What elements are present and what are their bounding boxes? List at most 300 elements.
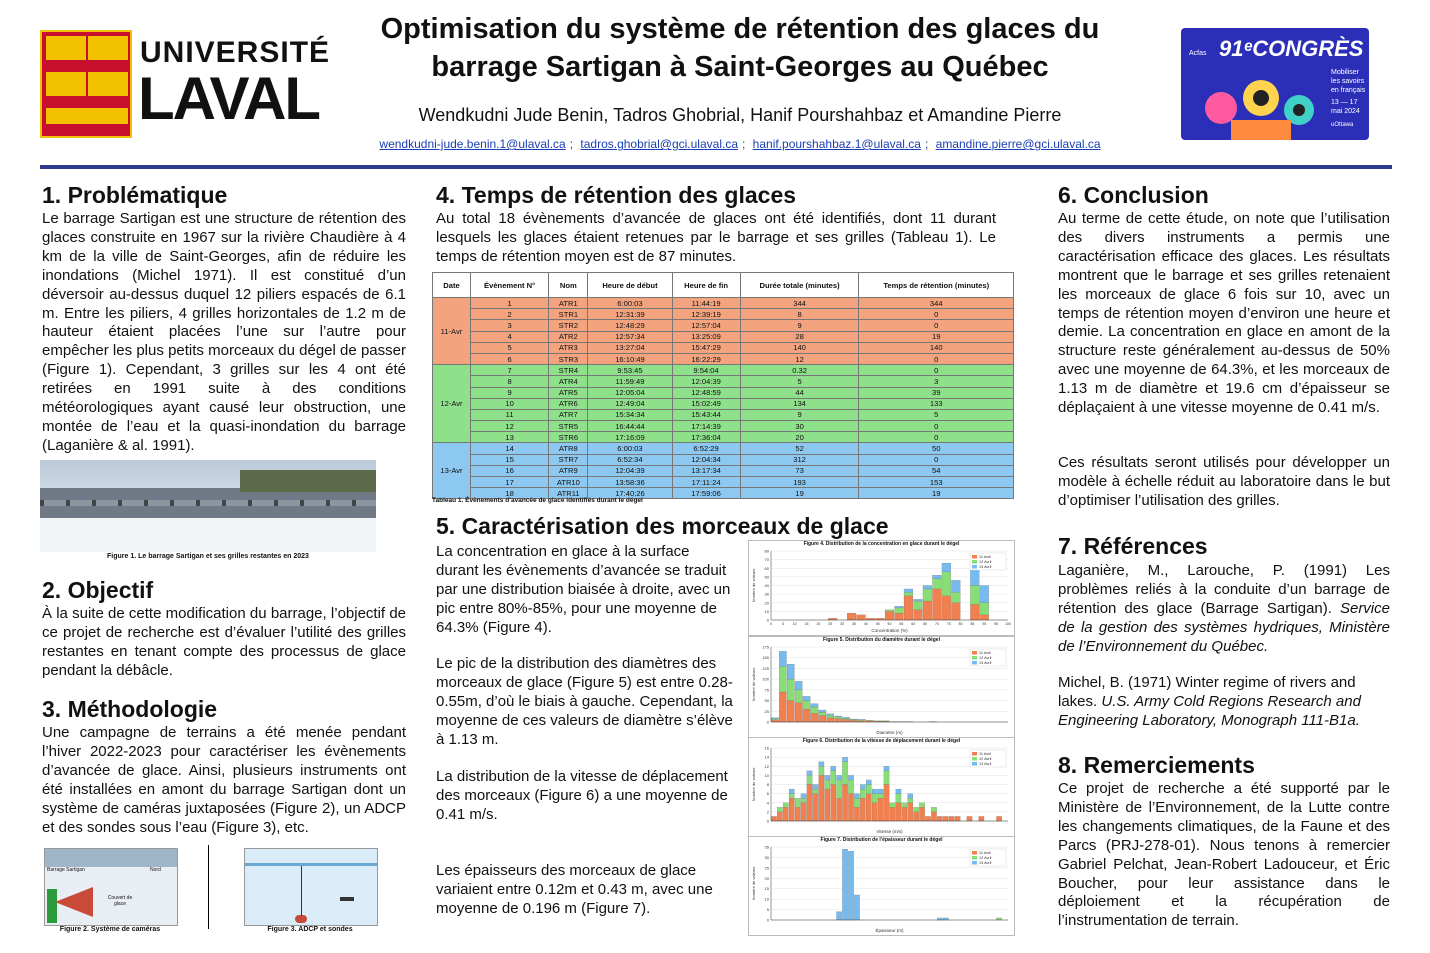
legend-label: 11 Avril [979,651,992,655]
table-cell: 6:00:03 [588,298,672,309]
histogram-bar [807,775,812,784]
table-cell: 15:02:49 [672,398,740,409]
histogram-bar [890,803,895,808]
histogram-bar [779,692,786,722]
histogram-bar [795,807,800,821]
x-tick-label: 40 [863,622,868,626]
histogram-bar [942,596,951,620]
figure-5-plot [748,636,1015,738]
histogram-bar [904,592,913,595]
figure-4-chart [749,547,1014,634]
table-cell: 17:16:09 [588,432,672,443]
email-link[interactable]: wendkudni-jude.benin.1@ulaval.ca [379,137,566,151]
table-cell: 133 [859,398,1014,409]
x-tick-label: 75 [946,622,951,626]
histogram-bar [949,816,954,821]
table-cell: 15:43:44 [672,409,740,420]
histogram-bar [825,780,830,789]
table-cell: 6:00:03 [588,443,672,454]
table-cell: 12 [470,421,548,432]
table-cell: 12:04:39 [672,376,740,387]
table-cell: 16 [470,465,548,476]
table-cell: 193 [740,477,859,488]
histogram-bar [884,766,889,771]
histogram-bar [819,716,826,722]
legend-swatch [972,656,977,660]
table-row [433,477,1014,488]
table-cell: 12 [740,353,859,364]
table-header-cell: Évènement N° [470,273,548,298]
table-cell: 20 [740,432,859,443]
histogram-bar [807,785,812,822]
table-cell: 19 [740,488,859,499]
reference-2 [1058,674,1390,731]
histogram-bar [787,679,794,700]
table-cell: 17:40:26 [588,488,672,499]
fig2-label-barrage: Barrage Sartigan [47,867,85,873]
histogram-bar [803,696,810,700]
histogram-bar [914,807,919,812]
histogram-bar [904,596,913,620]
figure-divider [208,845,209,929]
histogram-bar [813,794,818,821]
histogram-bar [831,785,836,822]
section-1-text: Le barrage Sartigan est une structure de rétention des glaces construite en 1967 sur la rivière Chaudière à 4 km de la ville de Saint-Georges, afin de réduire les inondations (Michel 1971). Il est constitué d’un déversoir au-dessus duquel 12 piliers espacés de 6.1 m. Entre les piliers, 4 grilles horizontales de 1.2 m de hauteur étaient placées l’une sur l’autre pour empêcher les plus petits morceaux du dégel de passer (Figure 1). Cependant, 3 grilles sur les 4 ont été retirées en 1991 suite à des conditions météorologiques ayant causé leur obstruction, une montée de l’eau et la quasi-inondation du barrage (Laganière & al. 1991). [42,210,406,454]
histogram-bar [878,798,883,821]
table-cell: ATR8 [549,443,588,454]
histogram-bar [919,803,924,808]
table-cell: 13:25:09 [672,331,740,342]
histogram-bar [923,589,932,601]
histogram-bar [836,775,841,780]
histogram-bar [825,775,830,780]
legend-label: 12 Avril [979,656,992,660]
table-cell: 5 [859,409,1014,420]
table-row [433,320,1014,331]
histogram-bar [827,715,834,718]
histogram-bar [848,775,853,780]
legend-label: 12 Avril [979,560,992,564]
histogram-bar [884,771,889,785]
histogram-bar [908,803,913,821]
histogram-bar [813,789,818,794]
table-cell: 9:53:45 [588,365,672,376]
table-cell: ATR1 [549,298,588,309]
histogram-bar [835,717,842,719]
histogram-bar [904,589,913,592]
table-cell: 17:14:39 [672,421,740,432]
table-date-cell: 12-Avr [433,365,471,443]
figure-2-camera-diagram [44,848,178,926]
table-cell: 17:11:24 [672,477,740,488]
histogram-bar [827,718,834,722]
legend-swatch [972,851,977,855]
table-cell: 12:05:04 [588,387,672,398]
histogram-bar [819,762,824,767]
histogram-bar [872,794,877,803]
histogram-bar [919,807,924,821]
histogram-bar [777,807,782,812]
histogram-bar [783,807,788,821]
table-cell: 12:57:04 [672,320,740,331]
table-cell: ATR6 [549,398,588,409]
histogram-bar [914,601,923,610]
table-cell: 3 [470,320,548,331]
histogram-bar [942,572,951,596]
figure-6-title: Figure 6. Distribution de la vitesse de déplacement durant le dégel [802,738,961,744]
figure-6-chart [749,744,1014,835]
table-cell: 5 [470,342,548,353]
histogram-bar [854,794,859,799]
histogram-bar [896,803,901,821]
histogram-bar [866,618,875,620]
histogram-bar [878,794,883,799]
x-tick-label: 30 [840,622,845,626]
histogram-bar [848,794,853,821]
retention-table-wrapper [432,272,1014,499]
universite-laval-logo [40,30,331,140]
histogram-bar [854,807,859,821]
y-tick-label: 30 [764,854,769,860]
table-cell: 344 [740,298,859,309]
histogram-bar [902,803,907,808]
table-row [433,376,1014,387]
table-cell: 12:48:59 [672,387,740,398]
table-cell: STR2 [549,320,588,331]
table-cell: 12:39:19 [672,309,740,320]
table-cell: 12:57:34 [588,331,672,342]
table-cell: STR4 [549,365,588,376]
x-tick-label: 35 [851,622,856,626]
table-cell: 19 [859,488,1014,499]
y-tick-label: 50 [764,574,769,580]
histogram-bar [771,719,778,720]
acfas-dates: 13 — 17 mai 2024 [1331,99,1360,115]
section-5-p4: Les épaisseurs des morceaux de glace variaient entre 0.12m et 0.43 m, avec une moyenne de 0.196 m (Figure 7). [436,862,713,917]
table-cell: 11:59:49 [588,376,672,387]
logo-line1: UNIVERSITÉ [140,36,331,69]
histogram-bar [819,710,826,712]
histogram-bar [885,610,894,612]
histogram-bar [943,816,948,821]
university-crest-icon [40,30,132,138]
y-tick-label: 0 [766,617,769,623]
reference-1-authors: Laganière, M., Larouche, P. (1991) Les problèmes reliés à la conduite d’un barrage de rétention des glace (Barrage Sartigan). [1058,562,1390,617]
table-cell: 73 [740,465,859,476]
acfas-prefix: Acfas [1189,50,1207,57]
histogram-bar [831,766,836,771]
y-tick-label: 12 [764,763,769,769]
histogram-bar [895,606,904,608]
y-tick-label: 0 [766,917,769,923]
poster-title [300,10,1180,86]
retention-table [432,272,1014,499]
histogram-bar [842,762,847,785]
table-cell: 6:52:29 [672,443,740,454]
table-row [433,432,1014,443]
histogram-bar [951,580,960,592]
histogram-bar [860,785,865,790]
histogram-bar [955,816,960,821]
y-tick-label: 35 [764,844,769,850]
histogram-bar [842,719,849,722]
y-tick-label: 15 [764,886,769,892]
histogram-bar [951,592,960,602]
table-cell: 140 [859,342,1014,353]
table-cell: 16:10:49 [588,353,672,364]
table-header-cell: Heure de début [588,273,672,298]
histogram-bar [872,803,877,821]
histogram-bar [937,918,942,920]
legend-label: 11 Avril [979,851,992,855]
histogram-bar [819,766,824,775]
table-header-cell: Date [433,273,471,298]
x-tick-label: 15 [804,622,809,626]
x-tick-label: 70 [934,622,939,626]
table-cell: 3 [859,376,1014,387]
histogram-bar [779,666,786,692]
section-2-text: À la suite de cette modification du barrage, l’objectif de ce projet de recherche est d’évaluer l’utilité des grilles restantes en tenant compte des processus de glace pendant la débâcle. [42,605,406,679]
section-6-p1: Au terme de cette étude, on note que l’utilisation des divers instruments a permis une caractérisation efficace des glaces. Les résultats montrent que le barrage et ses grilles retenaient les morceaux de glace 6 fois sur 10, avec un temps de rétention moyen d’environ une heure et demie. La concentration en glace en amont de la structure reste généralement au-dessus de 50% avec une moyenne de 64.3%, et les morceaux de 1.13 m de diamètre et 19.6 cm d’épaisseur se déplaçaient à une vitesse moyenne de 0.41 m/s. [1058,210,1390,417]
histogram-bar [850,719,857,720]
histogram-bar [908,794,913,799]
x-tick-label: 65 [923,622,928,626]
section-5-p1: La concentration en glace à la surface durant les évènements d’avancée se traduit par une distribution biaisée à droite, avec un pic entre 80%-85%, pour une moyenne de 64.3% (Figure 4). [436,543,731,636]
table-cell: 15:34:34 [588,409,672,420]
section-5-p3: La distribution de la vitesse de déplacement des morceaux (Figure 6) a une moyenne de 0.41 m/s. [436,768,728,823]
table-cell: 52 [740,443,859,454]
table-cell: 1 [470,298,548,309]
figure-4-title: Figure 4. Distribution de la concentration en glace durant le dégel [803,541,960,547]
y-tick-label: 75 [764,687,769,693]
table-header-cell: Nom [549,273,588,298]
histogram-bar [779,651,786,666]
table-cell: STR1 [549,309,588,320]
table-1-caption: Tableau 1. Évènements d’avancée de glace identifiés durant le dégel [432,497,643,504]
figure-5-chart [749,643,1014,736]
table-cell: 12:31:39 [588,309,672,320]
histogram-bar [895,608,904,613]
table-row [433,398,1014,409]
table-cell: 12:49:04 [588,398,672,409]
histogram-bar [996,816,1001,821]
histogram-bar [858,720,865,721]
table-header-cell: Temps de rétention (minutes) [859,273,1014,298]
histogram-bar [795,798,800,807]
legend-swatch [972,752,977,756]
table-cell: 0 [859,432,1014,443]
table-cell: ATR5 [549,387,588,398]
y-tick-label: 0 [766,818,769,824]
x-tick-label: 80 [958,622,963,626]
histogram-bar [771,720,778,722]
histogram-bar [787,701,794,722]
section-4-heading: 4. Temps de rétention des glaces [436,182,797,208]
table-row [433,365,1014,376]
table-cell: 15 [470,454,548,465]
y-axis-label: Nombre de valeurs [751,667,756,702]
histogram-bar [801,798,806,803]
x-tick-label: 25 [828,622,833,626]
y-tick-label: 0 [766,719,769,725]
section-6-heading: 6. Conclusion [1058,182,1209,208]
email-list: wendkudni-jude.benin.1@ulaval.ca ; tadros.ghobrial@gci.ulaval.ca ; hanif.pourshahbaz.1@ulaval.ca ; amandine.pierre@gci.ulaval.ca [379,137,1101,151]
table-cell: 13:27:04 [588,342,672,353]
table-row [433,387,1014,398]
table-cell: 16:22:29 [672,353,740,364]
histogram-bar [980,586,989,603]
histogram-bar [854,798,859,807]
histogram-bar [819,775,824,821]
legend-label: 11 Avril [979,555,992,559]
histogram-bar [942,563,951,572]
table-row [433,443,1014,454]
table-cell: 8 [470,376,548,387]
histogram-bar [925,816,930,821]
histogram-bar [866,794,871,821]
legend-label: 13 Avril [979,565,992,569]
y-tick-label: 80 [764,548,769,554]
histogram-bar [931,807,936,812]
y-tick-label: 60 [764,565,769,571]
email-link[interactable]: tadros.ghobrial@gci.ulaval.ca [580,137,738,151]
legend-swatch [972,757,977,761]
legend-label: 12 Avril [979,856,992,860]
legend-swatch [972,560,977,564]
histogram-bar [860,789,865,798]
table-cell: 0 [859,320,1014,331]
x-axis-label: Épaisseur (m) [875,928,904,933]
histogram-bar [970,586,979,605]
legend-label: 13 Avril [979,861,992,865]
table-row [433,353,1014,364]
histogram-bar [932,589,941,620]
y-axis-label: Nombre de valeurs [751,866,756,901]
table-cell: 17 [470,477,548,488]
legend-swatch [972,856,977,860]
acfas-congress-logo [1181,28,1369,140]
legend-label: 13 Avril [979,762,992,766]
y-tick-label: 30 [764,591,769,597]
table-cell: 153 [859,477,1014,488]
histogram-bar [876,618,885,620]
histogram-bar [827,714,834,715]
histogram-bar [789,789,794,794]
table-cell: 11 [470,409,548,420]
table-cell: 11:44:19 [672,298,740,309]
table-cell: 17:59:06 [672,488,740,499]
y-axis-label: Nombre de valeurs [751,568,756,603]
legend-swatch [972,762,977,766]
table-row [433,409,1014,420]
y-tick-label: 10 [764,772,769,778]
x-tick-label: 5 [781,622,784,626]
y-tick-label: 16 [764,745,769,751]
legend-label: 13 Avril [979,661,992,665]
reference-1-source: Service de la gestion des systèmes hydriques, Ministère de l’Environnement du Québec. [1058,599,1390,655]
histogram-bar [896,789,901,794]
table-row [433,454,1014,465]
x-tick-label: 55 [899,622,904,626]
table-cell: 44 [740,387,859,398]
table-cell: 10 [470,398,548,409]
figure-7-plot [748,836,1015,936]
table-cell: 134 [740,398,859,409]
table-cell: 4 [470,331,548,342]
y-axis-label: Nombre de valeurs [751,767,756,802]
legend-swatch [972,651,977,655]
email-link[interactable]: hanif.pourshahbaz.1@ulaval.ca [752,137,921,151]
y-tick-label: 4 [766,800,769,806]
legend-swatch [972,661,977,665]
x-tick-label: 85 [970,622,975,626]
figure-1-caption: Figure 1. Le barrage Sartigan et ses grilles restantes en 2023 [107,553,309,560]
histogram-bar [842,849,847,920]
histogram-bar [932,579,941,589]
table-cell: 12:04:34 [672,454,740,465]
x-tick-label: 95 [994,622,999,626]
table-row [433,342,1014,353]
table-cell: ATR9 [549,465,588,476]
x-tick-label: 10 [792,622,797,626]
table-cell: ATR7 [549,409,588,420]
acfas-tagline: Mobiliser les savoirs en français [1331,69,1366,94]
histogram-bar [819,712,826,715]
histogram-bar [771,816,776,821]
legend-swatch [972,861,977,865]
histogram-bar [842,717,849,718]
histogram-bar [850,720,857,722]
histogram-bar [979,816,984,821]
histogram-bar [801,794,806,799]
histogram-bar [980,615,989,620]
table-cell: ATR10 [549,477,588,488]
table-cell: 0 [859,365,1014,376]
figure-7-chart [749,843,1014,934]
histogram-bar [848,851,853,920]
histogram-bar [914,610,923,620]
histogram-bar [795,681,802,690]
histogram-bar [836,780,841,798]
histogram-bar [872,789,877,794]
table-cell: 7 [470,365,548,376]
histogram-bar [931,812,936,821]
histogram-bar [811,704,818,707]
histogram-bar [789,794,794,799]
figure-2-caption: Figure 2. Système de caméras [59,926,161,933]
section-7-heading: 7. Références [1058,533,1208,559]
histogram-bar [795,690,802,703]
histogram-bar [771,718,778,719]
email-link[interactable]: amandine.pierre@gci.ulaval.ca [935,137,1101,151]
table-cell: STR6 [549,432,588,443]
histogram-bar [923,601,932,620]
table-cell: 344 [859,298,1014,309]
table-cell: 9 [470,387,548,398]
y-tick-label: 40 [764,583,769,588]
histogram-bar [932,575,941,578]
histogram-bar [860,798,865,821]
reference-1 [1058,562,1390,657]
table-cell: 312 [740,454,859,465]
histogram-bar [807,771,812,776]
section-4-text: Au total 18 évènements d’avancée de glaces ont été identifiés, dont 11 durant lesquels les glaces étaient retenues par le barrage et ses grilles (Tableau 1). Le temps de rétention moyen est de 87 minutes. [436,210,996,265]
y-tick-label: 125 [762,665,769,671]
histogram-bar [777,812,782,821]
table-cell: 30 [740,421,859,432]
x-tick-label: 0 [770,622,772,626]
x-tick-label: 45 [875,622,880,626]
